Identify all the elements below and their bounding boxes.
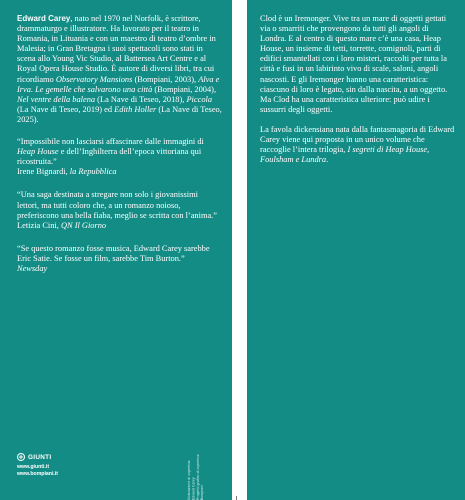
cover-credit-line: Progetto grafico di copertina: Bompiani bbox=[195, 453, 205, 500]
cover-credit bbox=[187, 447, 205, 500]
text-run: (La Nave di Teseo, 2018), bbox=[95, 94, 187, 104]
review-quote-source bbox=[17, 221, 222, 231]
text-run: Clod è un Iremonger. Vive tra un mare di oggetti gettati via o smarriti che provengono da tutti gli angoli di Londra. E al centro di questo mare c’è una casa, Heap House, un insieme di tetti, torrette, comignoli, parti di edifici smantellati con i loro misteri, raccolti per tutta la città e fusi in un labirinto vivo di scale, saloni, angoli nascosti. E gli Iremonger hanno una caratteristica: ciascuno di loro è legato, sin dalla nascita, a un oggetto. Ma Clod ha una caratteristica ulteriore: può udire i sussurri degli oggetti. bbox=[260, 14, 448, 114]
review-quote bbox=[17, 190, 222, 230]
synopsis-paragraph bbox=[260, 14, 455, 115]
giunti-logo-icon bbox=[17, 453, 25, 461]
left-flap bbox=[0, 0, 232, 500]
italic-text-run: Heap House bbox=[17, 147, 59, 157]
text-run: . bbox=[326, 155, 329, 165]
text-run: (La Nave di Teseo, 2019) ed bbox=[17, 104, 115, 114]
text-run: “Se questo romanzo fosse musica, Edward Carey sarebbe Eric Satie. Se fosse un film, sarebbe Tim Burton.” bbox=[17, 243, 210, 263]
publisher-block bbox=[17, 453, 58, 477]
spine-gap bbox=[232, 0, 247, 500]
text-run: (Bompiani, 2004), bbox=[152, 84, 217, 94]
review-quote-text bbox=[17, 137, 222, 167]
author-bio bbox=[17, 14, 222, 125]
author-name: Edward Carey bbox=[17, 14, 71, 23]
review-quote-text bbox=[17, 244, 222, 264]
publisher-logo-text: GIUNTI bbox=[28, 453, 52, 461]
text-run: (La Nave di Teseo, 2025). bbox=[17, 104, 222, 124]
cover-credit-line: Illustrazione di copertina: Edward Carey bbox=[187, 459, 196, 500]
italic-text-run: Observatory Mansions bbox=[55, 74, 133, 84]
text-run: Irene Bignardi, bbox=[17, 167, 70, 177]
text-run: , nato nel 1970 nel Norfolk, è scrittore, drammaturgo e illustratore. Ha lavorato per il teatro in Romania, in Lituania e con un maestro di teatro d’ombre in Malesia; in Gran Bretagna i suoi spettacoli sono stati in scena allo Young Vic Studio, al Battersea Art Centre e al Royal Opera House Studio. È autore di diversi libri, tra cui ricordiamo bbox=[17, 14, 216, 84]
fold-mark bbox=[236, 496, 237, 500]
review-quote-text bbox=[17, 190, 222, 220]
right-flap bbox=[247, 0, 465, 500]
text-run: e dell’Inghilterra dell’epoca vittoriana qui ricostruita.” bbox=[17, 147, 202, 167]
italic-text-run: Piccola bbox=[186, 94, 213, 104]
author-bio-text bbox=[17, 14, 222, 124]
text-run: “Una saga destinata a stregare non solo i giovanissimi lettori, ma tutti coloro che, a un romanzo noioso, preferiscono una bella fiaba, meglio se scritta con l’anima.” bbox=[17, 190, 217, 220]
text-run: Letizia Cini, bbox=[17, 220, 61, 230]
publisher-website[interactable]: www.giunti.it bbox=[17, 464, 50, 470]
italic-text-run: I segreti di Heap House, Foulsham e Lundra bbox=[260, 145, 430, 165]
review-quotes bbox=[17, 137, 222, 274]
review-quote-source bbox=[17, 167, 222, 177]
italic-text-run: Edith Holler bbox=[114, 104, 157, 114]
text-run: “Impossibile non lasciarsi affascinare dalle immagini di bbox=[17, 137, 204, 147]
publisher-website[interactable]: www.bompiani.it bbox=[17, 470, 59, 477]
publisher-logo bbox=[17, 453, 58, 461]
italic-text-run: Nel ventre della balena bbox=[17, 94, 96, 104]
review-quote-source bbox=[17, 264, 222, 274]
synopsis-paragraph bbox=[260, 125, 455, 165]
italic-text-run: la Repubblica bbox=[69, 167, 117, 177]
review-quote bbox=[17, 137, 222, 177]
text-run: La favola dickensiana nata dalla fantasmagoria di Edward Carey viene qui proposta in un unico volume che raccoglie l’intera trilogia, bbox=[260, 124, 455, 155]
italic-text-run: Newsday bbox=[17, 263, 48, 273]
review-quote bbox=[17, 244, 222, 274]
italic-text-run: QN Il Giorno bbox=[60, 220, 107, 230]
italic-text-run: Alva e Irva. Le gemelle che salvarono una città bbox=[17, 74, 220, 94]
text-run: (Bompiani, 2003), bbox=[132, 74, 199, 84]
